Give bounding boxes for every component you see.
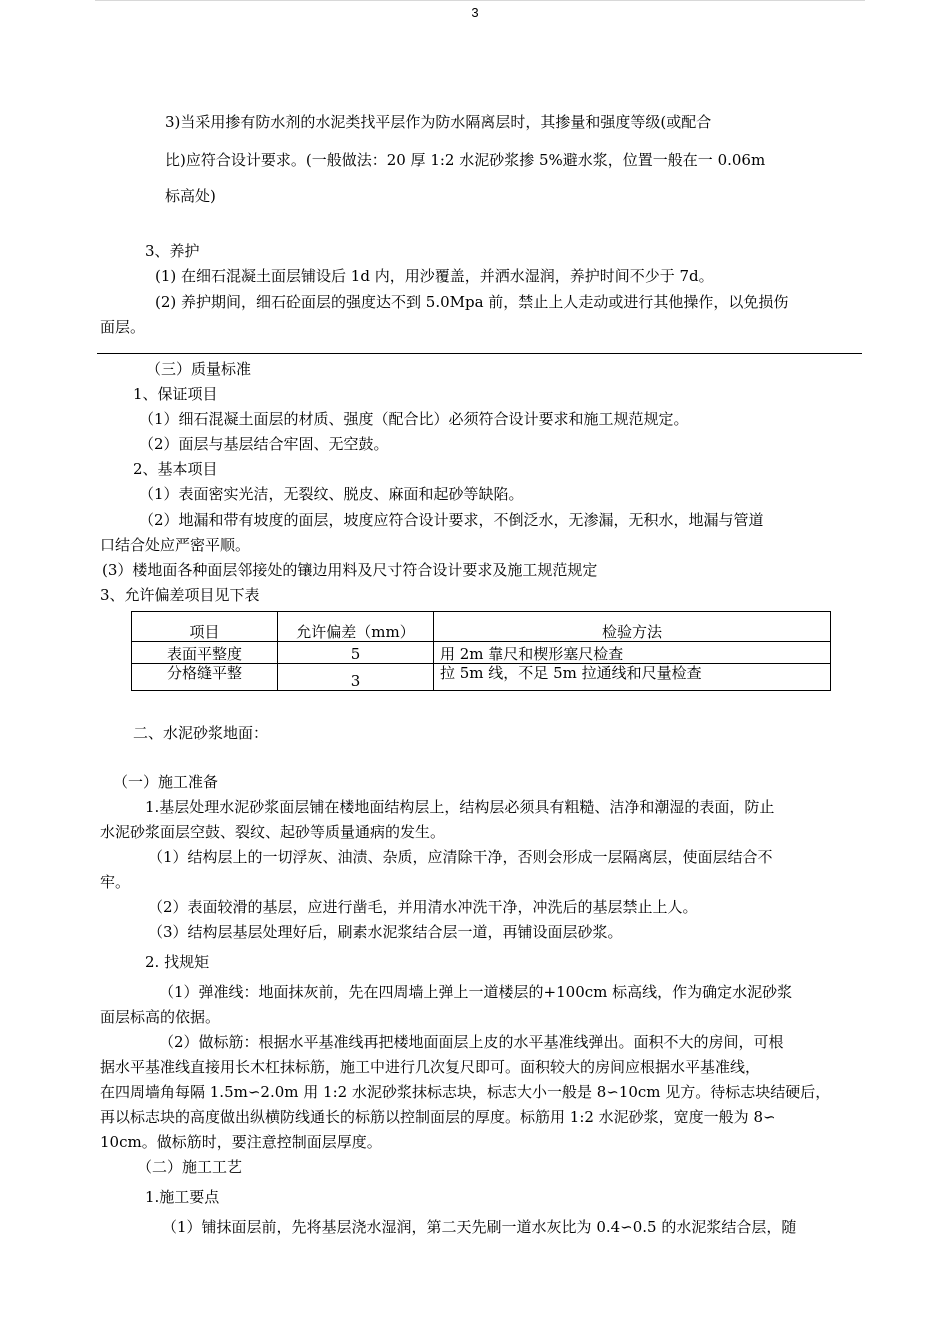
basic-item-2-line1: （2）地漏和带有坡度的面层，坡度应符合设计要求，不倒泛水，无渗漏，无积水，地漏与管道	[139, 511, 764, 529]
page-number: 3	[471, 5, 479, 20]
level-item-1-line1: （1）弹准线：地面抹灰前，先在四周墙上弹上一道楼层的+100cm 标高线，作为确定水泥砂浆	[159, 983, 793, 1001]
guarantee-item-2: （2）面层与基层结合牢固、无空鼓。	[139, 435, 389, 453]
curing-item-2-line1: (2) 养护期间，细石砼面层的强度达不到 5.0Mpa 前，禁止上人走动或进行其他操作，以免损伤	[155, 293, 789, 311]
level-heading: 2. 找规矩	[145, 953, 210, 971]
basic-item-3: (3）楼地面各种面层邻接处的镶边用料及尺寸符合设计要求及施工规范规定	[102, 561, 598, 579]
table-cell-item: 分格缝平整	[132, 664, 278, 691]
page-top-rule	[95, 0, 865, 1]
table-header-tolerance: 允许偏差（mm）	[278, 612, 434, 642]
prep-heading: （一）施工准备	[113, 773, 219, 791]
tolerance-table	[131, 611, 831, 691]
level-item-2-line3: 在四周墙角每隔 1.5m∽2.0m 用 1:2 水泥砂浆抹标志块，标志大小一般是 8∽10cm 见方。待标志块结硬后，	[100, 1083, 831, 1101]
section-divider	[97, 353, 862, 354]
process-heading: （二）施工工艺	[137, 1158, 243, 1176]
quality-heading: （三）质量标准	[146, 360, 252, 378]
waterproof-item-3-line3: 标高处)	[165, 187, 216, 205]
table-cell-tolerance: 5	[278, 642, 434, 664]
table-row	[132, 664, 831, 691]
table-header-item: 项目	[132, 612, 278, 642]
table-cell-method: 用 2m 靠尺和楔形塞尺检查	[434, 642, 831, 664]
process-subheading: 1.施工要点	[145, 1188, 220, 1206]
base-item-3: （3）结构层基层处理好后，刷素水泥浆结合层一道，再铺设面层砂浆。	[148, 923, 623, 941]
guarantee-item-1: （1）细石混凝土面层的材质、强度（配合比）必须符合设计要求和施工规范规定。	[139, 410, 689, 428]
table-cell-tolerance: 3	[278, 664, 434, 691]
base-item-1-line2: 牢。	[100, 873, 131, 891]
table-header-row	[132, 612, 831, 642]
basic-heading: 2、基本项目	[133, 460, 218, 478]
waterproof-item-3-line2: 比)应符合设计要求。(一般做法：20 厚 1:2 水泥砂浆掺 5%避水浆，位置一般在一 0.06m	[165, 151, 766, 169]
curing-item-1: (1) 在细石混凝土面层铺设后 1d 内，用沙覆盖，并洒水湿润，养护时间不少于 7d。	[155, 267, 714, 285]
basic-item-2-line2: 口结合处应严密平顺。	[100, 536, 251, 554]
basic-item-1: （1）表面密实光洁，无裂纹、脱皮、麻面和起砂等缺陷。	[139, 485, 524, 503]
base-treatment-line2: 水泥砂浆面层空鼓、裂纹、起砂等质量通病的发生。	[100, 823, 446, 841]
base-treatment-line1: 1.基层处理水泥砂浆面层铺在楼地面结构层上，结构层必须具有粗糙、洁净和潮湿的表面，防止	[145, 798, 775, 816]
level-item-1-line2: 面层标高的依据。	[100, 1008, 221, 1026]
base-item-1-line1: （1）结构层上的一切浮灰、油渍、杂质，应清除干净，否则会形成一层隔离层，使面层结合不	[148, 848, 773, 866]
table-header-method: 检验方法	[434, 612, 831, 642]
level-item-2-line2: 据水平基准线直接用长木杠抹标筋，施工中进行几次复尺即可。面积较大的房间应根据水平基准线，	[100, 1058, 761, 1076]
curing-heading: 3、养护	[145, 242, 200, 260]
base-item-2: （2）表面较滑的基层，应进行凿毛，并用清水冲洗干净，冲洗后的基层禁止上人。	[148, 898, 698, 916]
level-item-2-line4: 再以标志块的高度做出纵横防线通长的标筋以控制面层的厚度。标筋用 1:2 水泥砂浆，宽度一般为 8∽	[100, 1108, 776, 1126]
table-cell-method: 拉 5m 线，不足 5m 拉通线和尺量检查	[434, 664, 831, 691]
tolerance-heading: 3、允许偏差项目见下表	[100, 586, 260, 604]
table-cell-item: 表面平整度	[132, 642, 278, 664]
waterproof-item-3-line1: 3)当采用掺有防水剂的水泥类找平层作为防水隔离层时，其掺量和强度等级(或配合	[165, 113, 712, 131]
mortar-heading: 二、水泥砂浆地面：	[133, 724, 269, 742]
curing-item-2-line2: 面层。	[100, 318, 146, 336]
guarantee-heading: 1、保证项目	[133, 385, 218, 403]
level-item-2-line5: 10cm。做标筋时，要注意控制面层厚度。	[100, 1133, 382, 1151]
level-item-2-line1: （2）做标筋：根据水平基准线再把楼地面面层上皮的水平基准线弹出。面积不大的房间，可根	[159, 1033, 784, 1051]
process-item-1: （1）铺抹面层前，先将基层浇水湿润，第二天先刷一道水灰比为 0.4∽0.5 的水泥浆结合层，随	[162, 1218, 797, 1236]
table-row	[132, 642, 831, 664]
